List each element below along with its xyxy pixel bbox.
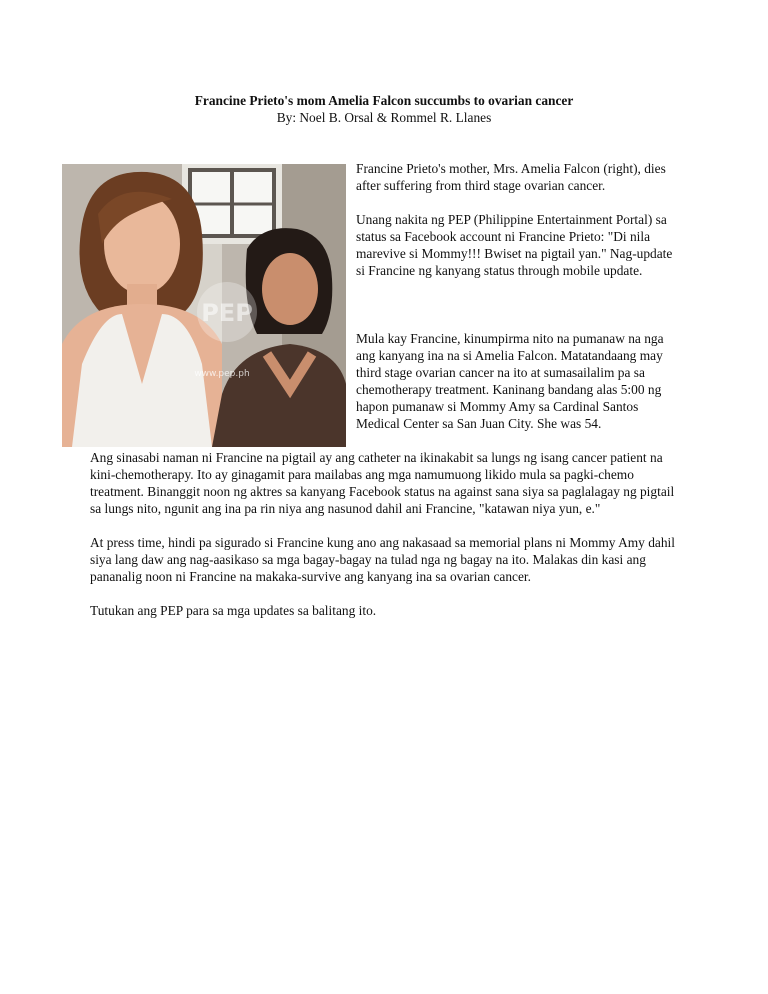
article-byline: By: Noel B. Orsal & Rommel R. Llanes bbox=[276, 110, 492, 125]
watermark-logo: PEP bbox=[201, 299, 253, 327]
watermark-url: www.pep.ph bbox=[194, 369, 250, 379]
photo-illustration bbox=[62, 164, 346, 447]
article-title: Francine Prieto's mom Amelia Falcon succumbs to ovarian cancer bbox=[194, 93, 574, 108]
article-paragraph: At press time, hindi pa sigurado si Francine kung ano ang nakasaad sa memorial plans ni Mommy Amy dahil siya lang daw ang nag-aasikaso sa mga bagay-bagay na tulad nga ng bagay na ito. Malakas din kasi ang pananalig noon ni Francine na makaka-survive ang kanyang ina sa ovarian cancer. bbox=[90, 535, 675, 584]
article-paragraph: Francine Prieto's mother, Mrs. Amelia Falcon (right), dies after suffering from third stage ovarian cancer. bbox=[356, 161, 666, 193]
article-photo bbox=[62, 164, 346, 447]
article-paragraph: Tutukan ang PEP para sa mga updates sa balitang ito. bbox=[90, 603, 377, 618]
article-paragraph: Ang sinasabi naman ni Francine na pigtail ay ang catheter na ikinakabit sa lungs ng isang cancer patient na kini-chemotherapy. Ito ay ginagamit para mailabas ang mga namumuong likido mula sa pagki-chemo treatment. Binanggit noon ng aktres sa kanyang Facebook status na against sana siya sa paglalagay ng pigtail sa lungs nito, ngunit ang ina pa rin niya ang nasunod dahil ani Francine, "katawan niya yun, e." bbox=[90, 450, 675, 516]
article-body bbox=[90, 160, 682, 636]
article-paragraph: Mula kay Francine, kinumpirma nito na pumanaw na nga ang kanyang ina na si Amelia Falcon. Matatandaang may third stage ovarian cancer na ito at sumasailalim pa sa chemotherapy treatment. Kaninang bandang alas 5:00 ng hapon pumanaw si Mommy Amy sa Cardinal Santos Medical Center sa San Juan City. She was 54. bbox=[356, 331, 664, 431]
article-paragraph: Unang nakita ng PEP (Philippine Entertainment Portal) sa status sa Facebook account ni Francine Prieto: "Di nila marevive si Mommy!!! Bwiset na pigtail yan." Nag-update si Francine ng kanyang status through mobile update. bbox=[356, 212, 673, 278]
